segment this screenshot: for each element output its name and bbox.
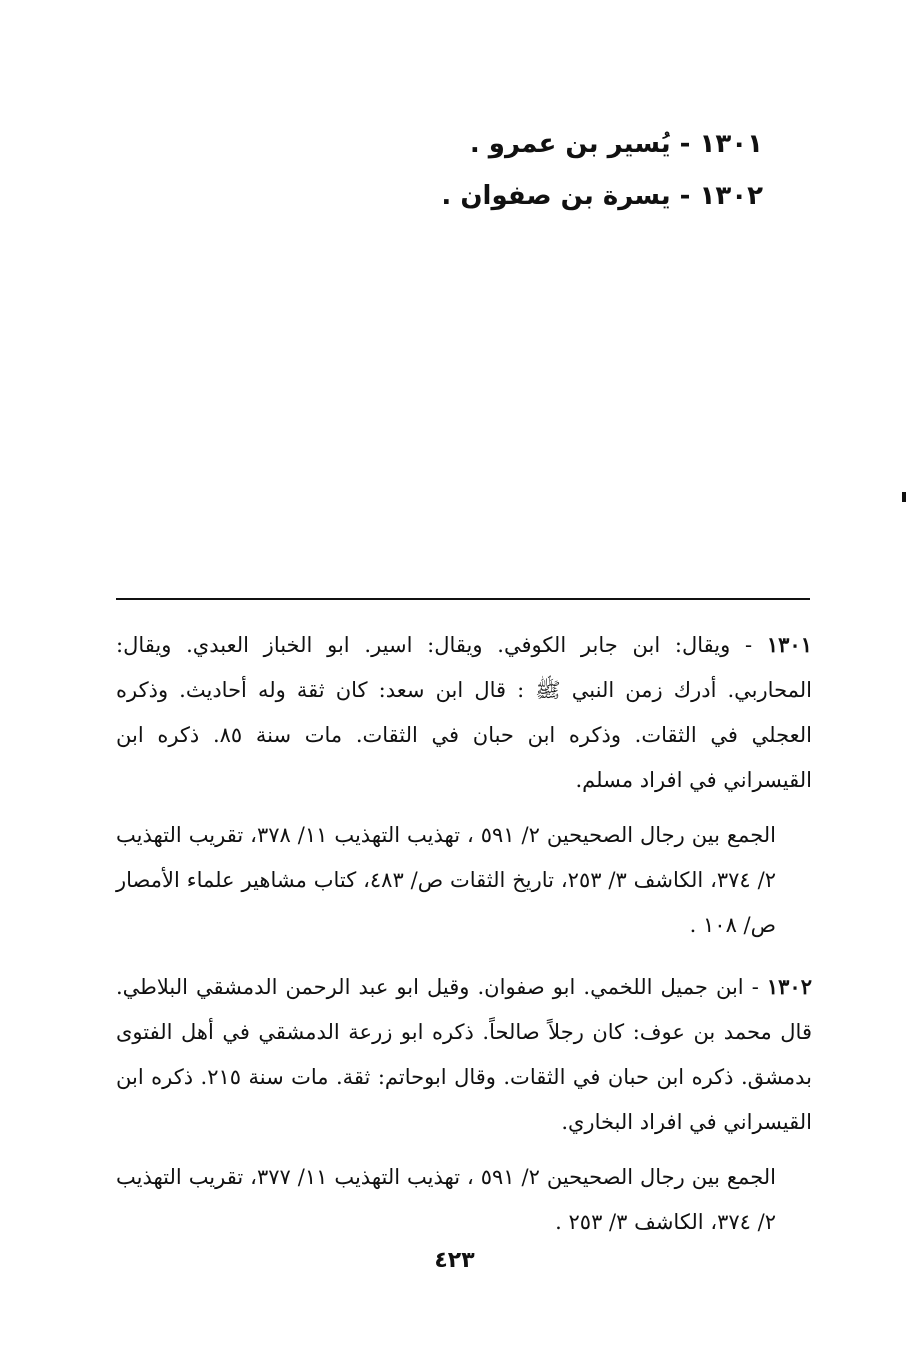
footnote-number: ١٣٠٢ <box>766 974 812 999</box>
edge-mark <box>902 492 906 502</box>
footnote-body: ويقال: ابن جابر الكوفي. ويقال: اسير. ابو الخباز العبدي. ويقال: المحاربي. أدرك زمن النبي ﷺ : قال ابن سعد: كان ثقة وله أحاديث. وذكره العجلي في الثقات. وذكره ابن حبان في الثقات. مات سنة ٨٥. ذكره ابن القيسراني في افراد مسلم. <box>116 633 812 792</box>
entry-number: ١٣٠١ <box>699 129 763 159</box>
entry-list <box>263 118 763 222</box>
footnote-number: ١٣٠١ <box>766 632 812 657</box>
entry-number: ١٣٠٢ <box>699 181 763 211</box>
footnotes <box>116 622 812 1245</box>
footnote-text: ١٣٠٢ - ابن جميل اللخمي. ابو صفوان. وقيل ابو عبد الرحمن الدمشقي البلاطي. قال محمد بن عوف: كان رجلاً صالحاً. ذكره ابو زرعة الدمشقي في أهل الفتوى بدمشق. ذكره ابن حبان في الثقات. وقال ابوحاتم: ثقة. مات سنة ٢١٥. ذكره ابن القيسراني في افراد البخاري. <box>116 974 812 1134</box>
footnote-references: الجمع بين رجال الصحيحين ٢/ ٥٩١ ، تهذيب التهذيب ١١/ ٣٧٨، تقريب التهذيب ٢/ ٣٧٤، الكاشف ٣/ ٢٥٣، تاريخ الثقات ص/ ٤٨٣، كتاب مشاهير علماء الأمصار ص/ ١٠٨ . <box>116 823 776 937</box>
entry-dash: - <box>670 129 691 159</box>
entry-name: يسرة بن صفوان . <box>441 181 671 211</box>
entry-1302 <box>263 170 763 222</box>
footnote-1301 <box>116 622 812 948</box>
entry-1301 <box>263 118 763 170</box>
page-number: ٤٢٣ <box>434 1248 475 1273</box>
entry-dash: - <box>670 181 691 211</box>
footnote-body: ابن جميل اللخمي. ابو صفوان. وقيل ابو عبد الرحمن الدمشقي البلاطي. قال محمد بن عوف: كان رجلاً صالحاً. ذكره ابو زرعة الدمشقي في أهل الفتوى بدمشق. ذكره ابن حبان في الثقات. وقال ابوحاتم: ثقة. مات سنة ٢١٥. ذكره ابن القيسراني في افراد البخاري. <box>116 975 812 1134</box>
footnote-1302 <box>116 964 812 1245</box>
footnote-separator <box>116 598 810 600</box>
footnote-text: ١٣٠١ - ويقال: ابن جابر الكوفي. ويقال: اسير. ابو الخباز العبدي. ويقال: المحاربي. أدرك زمن النبي ﷺ : قال ابن سعد: كان ثقة وله أحاديث. وذكره العجلي في الثقات. وذكره ابن حبان في الثقات. مات سنة ٨٥. ذكره ابن القيسراني في افراد مسلم. <box>116 632 812 792</box>
entry-name: يُسير بن عمرو . <box>469 129 671 159</box>
footnote-references: الجمع بين رجال الصحيحين ٢/ ٥٩١ ، تهذيب التهذيب ١١/ ٣٧٧، تقريب التهذيب ٢/ ٣٧٤، الكاشف ٣/ ٢٥٣ . <box>116 1165 776 1234</box>
